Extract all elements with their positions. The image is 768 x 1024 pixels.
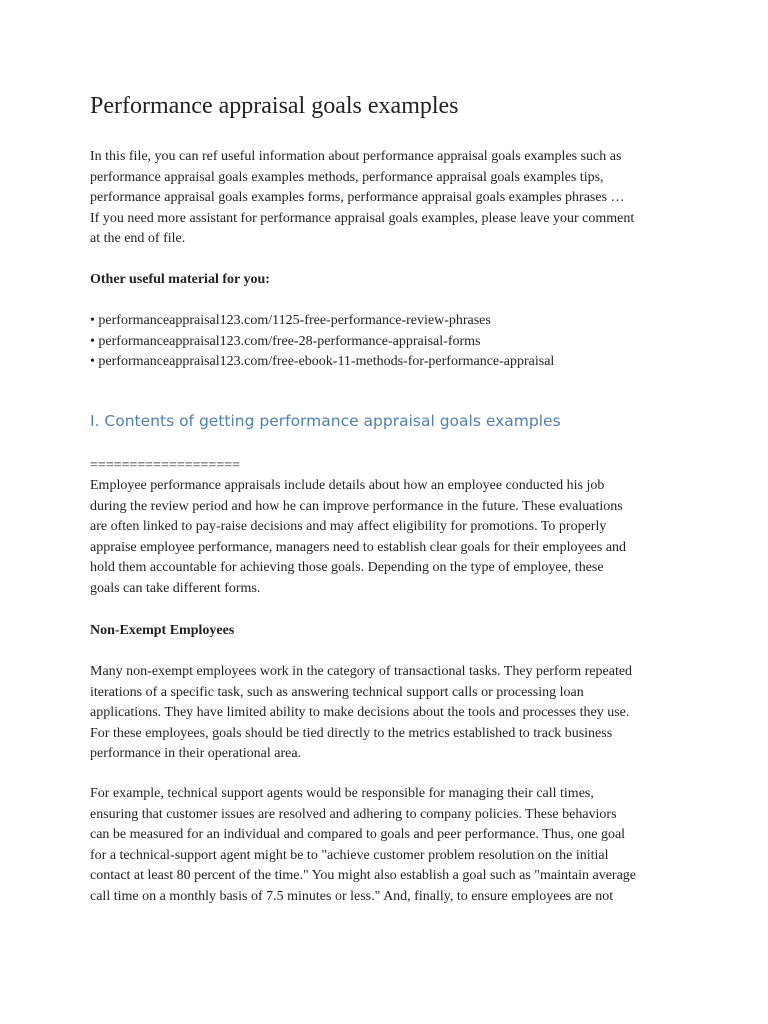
other-material-heading: Other useful material for you: [90, 272, 270, 287]
text-line: can be measured for an individual and compared to goals and peer performance. Thus, one goal [90, 827, 626, 843]
paragraph-2 [90, 662, 710, 765]
text-line: are often linked to pay-raise decisions and may affect eligibility for promotions. To properly [90, 519, 607, 535]
link-item[interactable]: • performanceappraisal123.com/1125-free-performance-review-phrases [90, 313, 491, 328]
text-line: Many non-exempt employees work in the category of transactional tasks. They perform repeated [90, 664, 633, 679]
paragraph-3 [90, 784, 710, 908]
paragraph-1 [90, 476, 710, 600]
text-line: for a technical-support agent might be to "achieve customer problem resolution on the initial [90, 847, 609, 863]
link-item[interactable]: • performanceappraisal123.com/free-ebook-11-methods-for-performance-appraisal [90, 354, 555, 370]
text-line: performance appraisal goals examples methods, performance appraisal goals examples tips, [90, 169, 604, 185]
text-line: If you need more assistant for performance appraisal goals examples, please leave your comment [90, 210, 635, 226]
text-line: appraise employee performance, managers need to establish clear goals for their employees and [90, 539, 627, 555]
text-line: Employee performance appraisals include details about how an employee conducted his job [90, 478, 605, 493]
text-line: call time on a monthly basis of 7.5 minutes or less." And, finally, to ensure employees are not [90, 888, 614, 904]
text-line: hold them accountable for achieving those goals. Depending on the type of employee, these [90, 560, 604, 576]
links-list [90, 311, 710, 373]
text-line: ensuring that customer issues are resolved and adhering to company policies. These behaviors [90, 806, 617, 822]
subheading-non-exempt: Non-Exempt Employees [90, 623, 235, 638]
text-line: performance in their operational area. [90, 746, 302, 762]
page-title: Performance appraisal goals examples [90, 93, 459, 119]
text-line: For example, technical support agents would be responsible for managing their call times, [90, 786, 594, 801]
text-line: contact at least 80 percent of the time." You might also establish a goal such as "maintain average [90, 868, 636, 884]
text-line: at the end of file. [90, 231, 186, 247]
text-line: goals can take different forms. [90, 580, 261, 596]
section-heading: I. Contents of getting performance appraisal goals examples [90, 412, 561, 430]
text-line: For these employees, goals should be tied directly to the metrics established to track business [90, 725, 613, 741]
text-line: iterations of a specific task, such as answering technical support calls or processing loan [90, 684, 584, 700]
link-item[interactable]: • performanceappraisal123.com/free-28-performance-appraisal-forms [90, 333, 481, 349]
text-line: performance appraisal goals examples forms, performance appraisal goals examples phrases … [90, 190, 625, 206]
text-line: applications. They have limited ability to make decisions about the tools and processes they use. [90, 705, 630, 721]
text-line: during the review period and how he can improve performance in the future. These evaluations [90, 498, 623, 514]
intro-paragraph [90, 147, 710, 250]
separator: =================== [90, 458, 241, 473]
text-line: In this file, you can ref useful information about performance appraisal goals examples such as [90, 149, 622, 164]
